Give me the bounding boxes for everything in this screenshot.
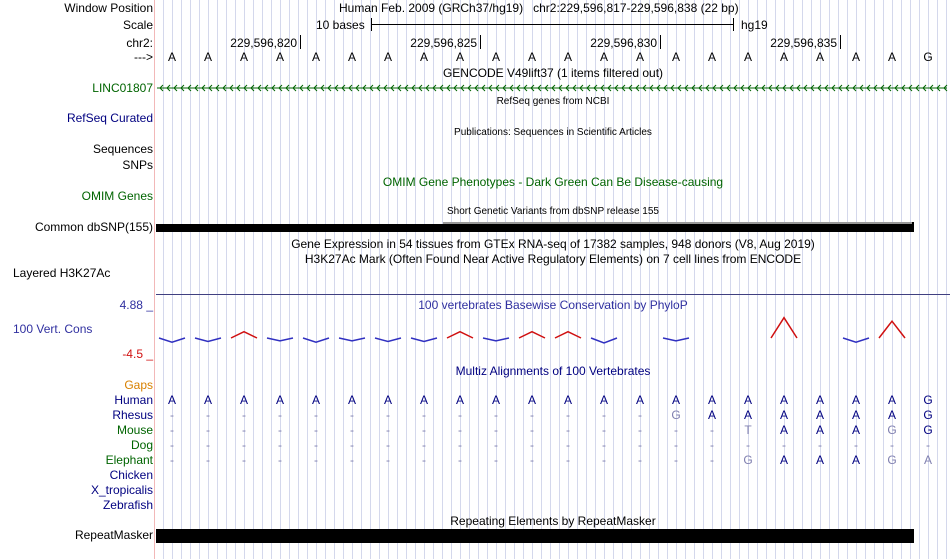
aligned-base: - bbox=[458, 408, 462, 422]
aligned-base: A bbox=[815, 423, 824, 437]
base-letter: A bbox=[599, 50, 608, 64]
aligned-base: G bbox=[671, 408, 681, 422]
phylop-score-mark bbox=[267, 338, 293, 341]
phylop-max-label: 4.88 _ bbox=[119, 298, 153, 312]
aligned-base: - bbox=[710, 423, 714, 437]
ruler-tick bbox=[300, 35, 301, 49]
refseq-track-title: RefSeq genes from NCBI bbox=[496, 96, 610, 107]
phylop-track-title: 100 vertebrates Basewise Conservation by PhyloP bbox=[418, 298, 688, 312]
phylop-score-mark bbox=[195, 338, 221, 342]
aligned-base: A bbox=[707, 393, 716, 407]
aligned-base: A bbox=[815, 453, 824, 467]
scale-bar-left-tick bbox=[371, 18, 372, 31]
ruler-position: 229,596,835 bbox=[770, 36, 837, 50]
aligned-base: A bbox=[671, 393, 680, 407]
aligned-base: - bbox=[746, 438, 750, 452]
phylop-score-mark bbox=[339, 338, 365, 341]
aligned-base: A bbox=[347, 393, 356, 407]
aligned-base: A bbox=[923, 453, 932, 467]
aligned-base: A bbox=[383, 393, 392, 407]
dbsnp-bar-end bbox=[912, 222, 914, 232]
species-label[interactable]: Human bbox=[114, 393, 153, 407]
base-letter: A bbox=[167, 50, 176, 64]
aligned-base: - bbox=[242, 453, 246, 467]
aligned-base: A bbox=[779, 453, 788, 467]
phylop-score-mark bbox=[231, 332, 257, 338]
aligned-base: - bbox=[494, 453, 498, 467]
base-letter: A bbox=[635, 50, 644, 64]
multiz-track-title: Multiz Alignments of 100 Vertebrates bbox=[455, 364, 651, 378]
aligned-base: - bbox=[206, 423, 210, 437]
ruler-position: 229,596,820 bbox=[230, 36, 297, 50]
base-letter: A bbox=[383, 50, 392, 64]
aligned-base: - bbox=[818, 438, 822, 452]
aligned-base: - bbox=[278, 453, 282, 467]
base-letter: A bbox=[311, 50, 320, 64]
phylop-track-label[interactable]: 100 Vert. Cons bbox=[13, 322, 93, 336]
aligned-base: A bbox=[203, 393, 212, 407]
base-letter: A bbox=[671, 50, 680, 64]
aligned-base: - bbox=[854, 438, 858, 452]
base-letter: A bbox=[491, 50, 500, 64]
aligned-base: - bbox=[170, 408, 174, 422]
aligned-base: - bbox=[458, 438, 462, 452]
phylop-score-mark bbox=[843, 338, 869, 342]
ruler-position: 229,596,825 bbox=[410, 36, 477, 50]
aligned-base: - bbox=[242, 423, 246, 437]
aligned-base: A bbox=[887, 393, 896, 407]
scale-bar-right-tick bbox=[733, 18, 734, 31]
ruler-position: 229,596,830 bbox=[590, 36, 657, 50]
phylop-score-mark bbox=[303, 338, 329, 342]
phylop-score-mark bbox=[879, 321, 905, 338]
aligned-base: A bbox=[311, 393, 320, 407]
phylop-conservation-plot[interactable] bbox=[156, 308, 948, 358]
h3k27ac-track-baseline bbox=[156, 294, 950, 295]
gencode-track-title[interactable]: GENCODE V49lift37 (1 items filtered out) bbox=[442, 66, 664, 80]
ruler-tick bbox=[480, 35, 481, 49]
snps-label[interactable]: SNPs bbox=[122, 158, 153, 172]
label-column-border bbox=[154, 0, 155, 559]
aligned-base: - bbox=[566, 423, 570, 437]
base-letter: A bbox=[851, 50, 860, 64]
phylop-score-mark bbox=[663, 338, 689, 341]
aligned-base: - bbox=[422, 453, 426, 467]
aligned-base: - bbox=[314, 423, 318, 437]
base-letter: A bbox=[779, 50, 788, 64]
aligned-base: - bbox=[638, 453, 642, 467]
aligned-base: - bbox=[494, 423, 498, 437]
aligned-base: - bbox=[494, 438, 498, 452]
phylop-score-mark bbox=[411, 338, 437, 342]
phylop-score-mark bbox=[555, 332, 581, 338]
aligned-base: A bbox=[851, 423, 860, 437]
base-letter: A bbox=[743, 50, 752, 64]
aligned-base: - bbox=[422, 408, 426, 422]
aligned-base: - bbox=[710, 438, 714, 452]
aligned-base: - bbox=[674, 423, 678, 437]
gene-label-linc01807[interactable]: LINC01807 bbox=[92, 81, 153, 95]
aligned-base: - bbox=[422, 438, 426, 452]
aligned-base: - bbox=[530, 408, 534, 422]
aligned-base: - bbox=[674, 438, 678, 452]
aligned-base: - bbox=[278, 423, 282, 437]
aligned-base: G bbox=[887, 453, 897, 467]
aligned-base: - bbox=[170, 423, 174, 437]
aligned-base: A bbox=[563, 393, 572, 407]
aligned-base: - bbox=[170, 453, 174, 467]
aligned-base: - bbox=[638, 408, 642, 422]
aligned-base: - bbox=[674, 453, 678, 467]
aligned-base: - bbox=[350, 453, 354, 467]
aligned-base: - bbox=[386, 453, 390, 467]
aligned-base: - bbox=[926, 438, 930, 452]
aligned-base: A bbox=[743, 393, 752, 407]
aligned-base: A bbox=[779, 423, 788, 437]
base-letter: A bbox=[275, 50, 284, 64]
base-letter: A bbox=[887, 50, 896, 64]
aligned-base: - bbox=[494, 408, 498, 422]
aligned-base: A bbox=[815, 408, 824, 422]
aligned-base: - bbox=[386, 438, 390, 452]
aligned-base: - bbox=[602, 423, 606, 437]
sequences-label[interactable]: Sequences bbox=[92, 142, 153, 156]
aligned-base: - bbox=[314, 408, 318, 422]
base-letter: A bbox=[239, 50, 248, 64]
layered-h3k27ac-label[interactable]: Layered H3K27Ac bbox=[13, 266, 111, 280]
phylop-score-mark bbox=[375, 338, 401, 342]
base-letter: A bbox=[203, 50, 212, 64]
base-letter: G bbox=[923, 50, 933, 64]
dbsnp-shadow-bar bbox=[443, 222, 914, 224]
species-label[interactable]: X_tropicalis bbox=[90, 483, 153, 497]
aligned-base: A bbox=[779, 393, 788, 407]
aligned-base: A bbox=[419, 393, 428, 407]
h3k27ac-track-title: H3K27Ac Mark (Often Found Near Active Regulatory Elements) on 7 cell lines from ENCODE bbox=[304, 252, 802, 266]
omim-genes-label[interactable]: OMIM Genes bbox=[81, 189, 153, 203]
base-letter: A bbox=[347, 50, 356, 64]
aligned-base: G bbox=[887, 423, 897, 437]
publications-track-title: Publications: Sequences in Scientific Articles bbox=[454, 127, 652, 138]
phylop-score-mark bbox=[771, 318, 797, 338]
aligned-base: - bbox=[278, 438, 282, 452]
window-position-value: Human Feb. 2009 (GRCh37/hg19) chr2:229,596,817-229,596,838 (22 bp) bbox=[339, 1, 739, 15]
aligned-base: - bbox=[602, 408, 606, 422]
aligned-base: - bbox=[458, 453, 462, 467]
aligned-base: G bbox=[923, 408, 933, 422]
aligned-base: A bbox=[851, 408, 860, 422]
aligned-base: - bbox=[782, 438, 786, 452]
omim-track-title: OMIM Gene Phenotypes - Dark Green Can Be Disease-causing bbox=[382, 175, 724, 189]
aligned-base: - bbox=[350, 408, 354, 422]
aligned-base: - bbox=[602, 438, 606, 452]
species-label[interactable]: Dog bbox=[130, 438, 153, 452]
scale-label: Scale bbox=[122, 18, 153, 32]
repeatmasker-feature-bar[interactable] bbox=[156, 529, 914, 543]
aligned-base: T bbox=[744, 423, 752, 437]
base-letter: A bbox=[527, 50, 536, 64]
base-letter: A bbox=[419, 50, 428, 64]
aligned-base: - bbox=[566, 408, 570, 422]
aligned-base: - bbox=[206, 438, 210, 452]
aligned-base: A bbox=[635, 393, 644, 407]
aligned-base: A bbox=[167, 393, 176, 407]
aligned-base: A bbox=[527, 393, 536, 407]
aligned-base: A bbox=[851, 453, 860, 467]
aligned-base: - bbox=[530, 438, 534, 452]
aligned-base: - bbox=[638, 438, 642, 452]
base-letter: A bbox=[707, 50, 716, 64]
strand-label: ---> bbox=[134, 50, 153, 64]
linc01807-gene-model[interactable] bbox=[156, 82, 948, 94]
aligned-base: A bbox=[707, 408, 716, 422]
aligned-base: - bbox=[350, 438, 354, 452]
species-label[interactable]: Zebrafish bbox=[102, 498, 153, 512]
phylop-score-mark bbox=[483, 338, 509, 341]
ruler-tick bbox=[840, 35, 841, 49]
repeatmasker-track-title: Repeating Elements by RepeatMasker bbox=[450, 514, 656, 528]
aligned-base: - bbox=[566, 453, 570, 467]
base-letter: A bbox=[455, 50, 464, 64]
aligned-base: - bbox=[242, 408, 246, 422]
aligned-base: G bbox=[923, 423, 933, 437]
phylop-score-mark bbox=[519, 332, 545, 338]
aligned-base: A bbox=[491, 393, 500, 407]
aligned-base: A bbox=[599, 393, 608, 407]
gaps-label[interactable]: Gaps bbox=[124, 378, 153, 392]
species-label[interactable]: Rhesus bbox=[112, 408, 153, 422]
aligned-base: - bbox=[242, 438, 246, 452]
gtex-track-title: Gene Expression in 54 tissues from GTEx RNA-seq of 17382 samples, 948 donors (V8, Aug 2019) bbox=[291, 237, 815, 251]
aligned-base: A bbox=[743, 408, 752, 422]
window-position-label: Window Position bbox=[64, 1, 153, 15]
aligned-base: - bbox=[386, 408, 390, 422]
aligned-base: A bbox=[455, 393, 464, 407]
aligned-base: - bbox=[386, 423, 390, 437]
chrom-label: chr2: bbox=[126, 36, 153, 50]
dbsnp-feature-bar[interactable] bbox=[156, 224, 914, 232]
base-letter: A bbox=[815, 50, 824, 64]
phylop-min-label: -4.5 _ bbox=[122, 347, 153, 361]
scale-bar bbox=[371, 24, 733, 25]
aligned-base: G bbox=[743, 453, 753, 467]
dbsnp-track-title: Short Genetic Variants from dbSNP release 155 bbox=[447, 206, 659, 217]
aligned-base: - bbox=[530, 423, 534, 437]
aligned-base: A bbox=[815, 393, 824, 407]
species-label[interactable]: Chicken bbox=[109, 468, 153, 482]
aligned-base: - bbox=[350, 423, 354, 437]
repeatmasker-label[interactable]: RepeatMasker bbox=[74, 528, 153, 542]
aligned-base: - bbox=[170, 438, 174, 452]
aligned-base: A bbox=[851, 393, 860, 407]
aligned-base: - bbox=[710, 453, 714, 467]
ruler-tick bbox=[660, 35, 661, 49]
aligned-base: G bbox=[923, 393, 933, 407]
aligned-base: - bbox=[278, 408, 282, 422]
aligned-base: A bbox=[779, 408, 788, 422]
aligned-base: A bbox=[239, 393, 248, 407]
refseq-curated-label[interactable]: RefSeq Curated bbox=[66, 111, 153, 125]
aligned-base: - bbox=[458, 423, 462, 437]
aligned-base: A bbox=[887, 408, 896, 422]
species-label[interactable]: Mouse bbox=[116, 423, 153, 437]
aligned-base: - bbox=[530, 453, 534, 467]
aligned-base: - bbox=[206, 408, 210, 422]
aligned-base: - bbox=[314, 438, 318, 452]
aligned-base: - bbox=[422, 423, 426, 437]
aligned-base: - bbox=[206, 453, 210, 467]
aligned-base: - bbox=[638, 423, 642, 437]
common-dbsnp-label[interactable]: Common dbSNP(155) bbox=[34, 220, 153, 234]
aligned-base: A bbox=[275, 393, 284, 407]
base-letter: A bbox=[563, 50, 572, 64]
aligned-base: - bbox=[602, 453, 606, 467]
aligned-base: - bbox=[566, 438, 570, 452]
aligned-base: - bbox=[314, 453, 318, 467]
species-label[interactable]: Elephant bbox=[105, 453, 153, 467]
scale-assembly: hg19 bbox=[741, 18, 768, 32]
phylop-score-mark bbox=[447, 332, 473, 338]
aligned-base: - bbox=[890, 438, 894, 452]
phylop-score-mark bbox=[591, 338, 617, 343]
scale-value: 10 bases bbox=[316, 18, 365, 32]
phylop-score-mark bbox=[159, 338, 185, 342]
